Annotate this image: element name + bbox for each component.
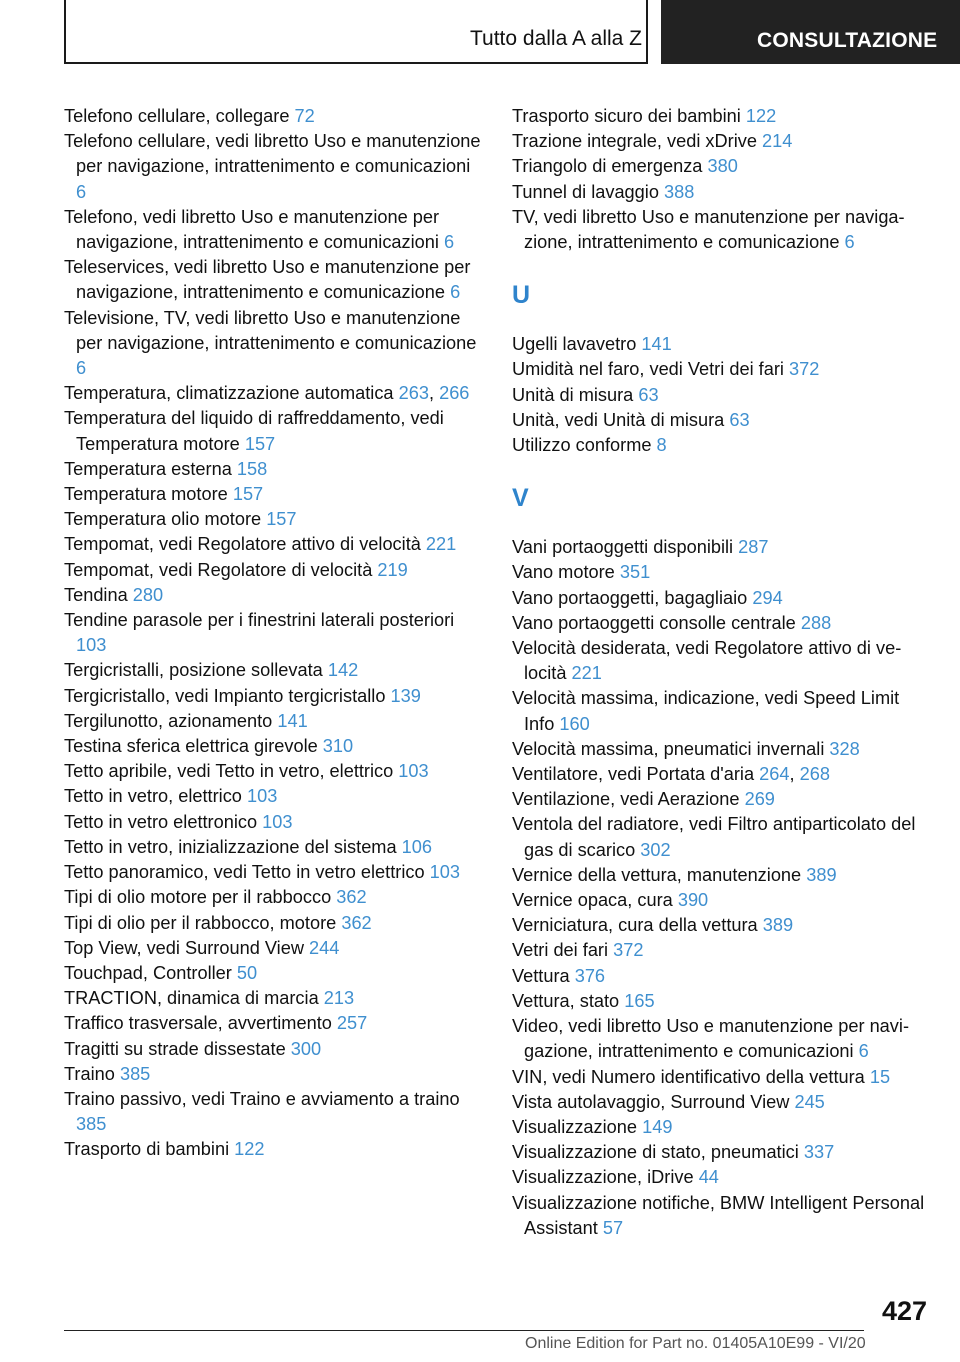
index-entry-text: Teleservices, vedi libretto Uso e manutenzione per navigazione, intrattenimento e comunicazione [64,257,471,303]
index-entry-text: Tetto panoramico, vedi Tetto in vetro elettrico [64,862,425,883]
index-entry [64,684,484,709]
page-reference-link[interactable]: 103 [398,761,429,782]
page-reference-link[interactable]: 221 [425,534,457,555]
index-entry-text: Temperatura olio motore [64,509,262,530]
index-entry-text: Vernice opaca, cura [512,890,673,911]
page-reference-link[interactable]: 390 [677,890,709,911]
index-entry-text: TRACTION, dinamica di marcia [64,988,319,1009]
index-entry [512,964,932,989]
page-reference-link[interactable]: 280 [132,584,164,605]
index-entry-text: Visualizzazione, iDrive [512,1167,694,1188]
index-entry-text: Tunnel di lavaggio [512,181,659,202]
index-entry [64,205,484,255]
page-reference-link[interactable]: 288 [800,612,832,633]
index-entry-text: Vetri dei fari [512,940,609,961]
page-reference-link[interactable]: 214 [762,131,793,152]
index-entry-text: Video, vedi libretto Uso e manutenzione per navigazione, intrattenimento e comunicazioni [512,1016,909,1062]
page-reference-link[interactable]: 294 [752,587,783,608]
index-entry-text: Vano motore [512,562,615,583]
page-reference-link[interactable]: 287 [738,537,769,558]
page-reference-link[interactable]: 328 [829,738,860,759]
page-reference-link[interactable]: 103 [246,786,278,807]
index-group-v [512,535,932,1241]
index-entry-text: Visualizzazione [512,1116,638,1137]
page-reference-link[interactable]: 141 [277,710,308,731]
page-reference-link[interactable]: 157 [244,433,276,454]
page-reference-link[interactable]: 106 [401,836,432,857]
page-reference-link[interactable]: 149 [642,1116,673,1137]
index-entry-text: Tetto in vetro, elettrico [64,786,242,807]
index-entry-text: Unità di misura [512,384,634,405]
page-reference-link[interactable]: 362 [341,912,372,933]
page-reference-link[interactable]: 389 [806,864,837,885]
index-entry [512,154,932,179]
index-entry-text: Vernice della vettura, manutenzione [512,864,802,885]
page-reference-link[interactable]: 300 [290,1038,322,1059]
index-entry [64,583,484,608]
page-reference-link[interactable]: 362 [336,887,367,908]
index-entry-text: Televisione, TV, vedi libretto Uso e manutenzione per navigazione, intrattenimento e comunicazione [64,307,477,353]
index-entry [512,433,932,458]
index-entry-text: VIN, vedi Numero identificativo della vettura [512,1066,865,1087]
index-entry-text: Tendina [64,584,128,605]
index-entry [64,129,484,205]
index-entry [512,408,932,433]
page-reference-link[interactable]: 122 [234,1139,265,1160]
footer-divider [64,1330,864,1331]
index-entry-text: Vani portaoggetti disponibili [512,537,734,558]
index-entry-text: Telefono cellulare, collegare [64,106,290,126]
index-entry-text: Utilizzo conforme [512,435,652,456]
letter-heading-v: V [512,484,529,513]
page-reference-link[interactable]: 57 [602,1217,624,1238]
index-entry [64,885,484,910]
page-reference-link[interactable]: 72 [294,106,315,126]
page-reference-link[interactable]: 103 [262,811,293,832]
index-entry [64,961,484,986]
page-reference-link[interactable]: 245 [794,1091,825,1112]
index-entry [512,863,932,888]
index-entry-text: Vano portaoggetti consolle centrale [512,612,796,633]
index-entry [64,1062,484,1087]
index-entry [512,560,932,585]
page-reference-link[interactable]: 50 [236,962,258,983]
index-entry-text: Visualizzazione notifiche, BMW Intelligent Personal Assistant [512,1192,925,1238]
index-entry-text: Tempomat, vedi Regolatore di velocità [64,559,373,580]
index-entry-text: Temperatura esterna [64,458,232,479]
page-reference-link[interactable]: 310 [322,736,354,757]
index-entry-text: Traino [64,1063,115,1084]
page-reference-link[interactable]: 389 [762,915,794,936]
page-reference-link[interactable]: 6 [444,232,455,253]
index-entry-text: Temperatura, climatizzazione automatica [64,383,394,404]
page-reference-link[interactable]: 6 [450,282,461,303]
index-entry [64,835,484,860]
index-entry [512,812,932,862]
index-entry-text: Unità, vedi Unità di misura [512,409,725,430]
index-entry-text: Trasporto di bambini [64,1139,230,1160]
index-entry [64,558,484,583]
index-entry-text: Temperatura motore [64,484,228,505]
index-entry-text: Telefono cellulare, vedi libretto Uso e manutenzione per navigazione, intrattenimento e comunicazioni [64,131,481,177]
index-entry [64,482,484,507]
page-reference-link[interactable]: 372 [613,940,644,961]
index-entry [64,658,484,683]
index-entry-text: Tergicristallo, vedi Impianto tergicristallo [64,685,386,706]
page-reference-link[interactable]: 103 [429,862,460,883]
index-entry-text: Tergilunotto, azionamento [64,710,273,731]
page-reference-link[interactable]: 268 [799,764,830,785]
page-reference-link[interactable]: 257 [336,1013,368,1034]
index-entry [64,1087,484,1137]
index-entry-text: Tendine parasole per i finestrini laterali posteriori [64,610,455,631]
index-entry [512,1165,932,1190]
index-entry [512,1191,932,1241]
index-entry-text: Umidità nel faro, vedi Vetri dei fari [512,359,784,380]
index-entry-text: Velocità desiderata, vedi Regolatore attivo di velocità [512,638,902,684]
page-reference-link[interactable]: 269 [744,789,775,810]
page-reference-link[interactable]: 157 [232,484,264,505]
page-reference-link[interactable]: 372 [789,359,820,380]
page-reference-link[interactable]: 6 [76,358,87,379]
page-reference-link[interactable]: 337 [803,1142,835,1163]
index-entry: Ventilatore, vedi Portata d'aria 264, 268 [512,764,830,785]
index-entry: Temperatura, climatizzazione automatica 263, 266 [64,383,470,404]
index-entry [512,357,932,382]
page-reference-link[interactable]: 219 [377,559,408,580]
index-entry-text: Tragitti su strade dissestate [64,1038,286,1059]
page-reference-link[interactable]: 157 [266,509,297,530]
page-reference-link[interactable]: 122 [745,106,777,126]
index-entry-text: Traino passivo, vedi Traino e avviamento a traino [64,1088,460,1109]
index-entry-text: Tetto in vetro elettronico [64,811,258,832]
index-entry-text: Vista autolavaggio, Surround View [512,1091,790,1112]
index-entry-text: Ugelli lavavetro [512,334,637,355]
index-entry [512,129,932,154]
index-entry-text: Ventola del radiatore, vedi Filtro antiparticolato del gas di scarico [512,814,916,860]
index-entry-text: Tergicristalli, posizione sollevata [64,660,323,681]
index-entry [64,709,484,734]
page-reference-link[interactable]: 380 [707,156,738,177]
page-reference-link[interactable]: 63 [638,384,659,405]
index-entry [512,383,932,408]
index-entry-text: Traffico trasversale, avvertimento [64,1013,332,1034]
page-reference-link[interactable]: 165 [624,990,655,1011]
page-reference-link[interactable]: 158 [236,458,268,479]
index-entry [512,888,932,913]
index-entry-text: Ventilazione, vedi Aerazione [512,789,740,810]
page-reference-link[interactable]: 244 [309,937,340,958]
footer-edition: Online Edition for Part no. 01405A10E99 - VI/20 [525,1335,866,1352]
page-reference-link[interactable]: 213 [323,988,355,1009]
index-entry [512,1090,932,1115]
index-entry-text: Tempomat, vedi Regolatore attivo di velocità [64,534,421,555]
index-entry [64,810,484,835]
index-entry [64,936,484,961]
index-entry-text: Velocità massima, indicazione, vedi Speed Limit Info [512,688,900,734]
index-group-u [512,332,932,458]
index-entry [64,911,484,936]
page-reference-link[interactable]: 385 [76,1114,107,1135]
index-entry [64,104,484,129]
index-entry-text: Vettura [512,965,570,986]
index-entry-text: Trasporto sicuro dei bambini [512,106,741,126]
index-group-t [512,104,932,255]
index-entry [512,1115,932,1140]
index-entry [64,784,484,809]
index-entry [512,787,932,812]
index-entry [512,1014,932,1064]
index-entry [512,989,932,1014]
index-entry-text: Triangolo di emergenza [512,156,703,177]
index-entry [512,205,932,255]
index-entry [64,406,484,456]
page-reference-link[interactable]: 6 [858,1041,869,1062]
page-reference-link[interactable]: 15 [869,1066,891,1087]
index-entry [512,586,932,611]
page-reference-link[interactable]: 63 [729,409,750,430]
page-number: 427 [881,1296,927,1326]
page-reference-link[interactable]: 142 [327,660,359,681]
index-entry [512,535,932,560]
page-header [0,0,960,66]
index-entry-text: Vano portaoggetti, bagagliaio [512,587,748,608]
index-entry [64,608,484,658]
index-entry-text: Tetto apribile, vedi Tetto in vetro, elettrico [64,761,394,782]
index-entry-text: TV, vedi libretto Uso e manutenzione per navigazione, intrattenimento e comunicazione [512,206,905,253]
page-reference-link[interactable]: 385 [119,1063,151,1084]
index-entry [64,507,484,532]
section-title: Tutto dalla A alla Z [470,27,642,50]
index-entry [64,532,484,557]
index-entry [64,1037,484,1062]
index-entry-text: Velocità massima, pneumatici invernali [512,738,825,759]
index-entry-text: Temperatura del liquido di raffreddamento, vedi Temperatura motore [64,408,444,454]
page-reference-link[interactable]: 221 [571,663,602,684]
index-entry-text: Visualizzazione di stato, pneumatici [512,1142,799,1163]
letter-heading-u: U [512,281,531,310]
index-entry [512,686,932,736]
index-column-right [512,104,932,1241]
index-entry-text: Vettura, stato [512,990,620,1011]
index-entry-text: Top View, vedi Surround View [64,937,304,958]
index-entry-text: Tetto in vetro, inizializzazione del sistema [64,836,397,857]
page-reference-link[interactable]: 6 [844,232,855,253]
index-entry [512,1065,932,1090]
index-entry [512,636,932,686]
page-reference-link[interactable]: 264 [759,764,790,785]
page-reference-link[interactable]: 351 [619,562,651,583]
index-entry-text: Tipi di olio motore per il rabbocco [64,887,332,908]
page-reference-link[interactable]: 376 [574,965,606,986]
page-reference-link[interactable]: 139 [390,685,421,706]
page-reference-link[interactable]: 44 [698,1167,719,1188]
index-entry-text: Touchpad, Controller [64,962,232,983]
index-entry [64,986,484,1011]
index-entry [64,734,484,759]
page-reference-link[interactable]: 6 [76,181,87,202]
page-reference-link[interactable]: 302 [640,839,671,860]
index-entry [64,759,484,784]
index-entry-text: Testina sferica elettrica girevole [64,736,318,757]
page-reference-link[interactable]: 160 [559,713,590,734]
index-entry [64,457,484,482]
index-entry [512,332,932,357]
index-entry-text: Tipi di olio per il rabbocco, motore [64,912,337,933]
index-entry-text: Verniciatura, cura della vettura [512,915,758,936]
index-entry [64,306,484,382]
index-entry [64,1011,484,1036]
index-entry-text: Telefono, vedi libretto Uso e manutenzione per navigazione, intrattenimento e comunicazioni [64,206,440,253]
index-entry [512,104,932,129]
index-entry [512,938,932,963]
page-reference-link[interactable]: 266 [439,383,470,404]
chapter-title: CONSULTAZIONE [757,29,938,52]
index-entry [512,1140,932,1165]
index-entry [512,611,932,636]
index-entry [512,180,932,205]
index-entry [64,860,484,885]
index-entry [512,737,932,762]
page-reference-link[interactable]: 103 [76,635,107,656]
index-entry [64,1137,484,1162]
index-entry [512,913,932,938]
page-reference-link[interactable]: 141 [641,334,672,355]
page-reference-link[interactable]: 263 [398,383,429,404]
page-reference-link[interactable]: 8 [656,435,667,456]
index-column-left [64,104,484,1163]
index-entry-text: Trazione integrale, vedi xDrive [512,131,757,152]
index-entry [64,255,484,305]
index-entry-text: Ventilatore, vedi Portata d'aria [512,764,755,785]
page-reference-link[interactable]: 388 [664,181,695,202]
